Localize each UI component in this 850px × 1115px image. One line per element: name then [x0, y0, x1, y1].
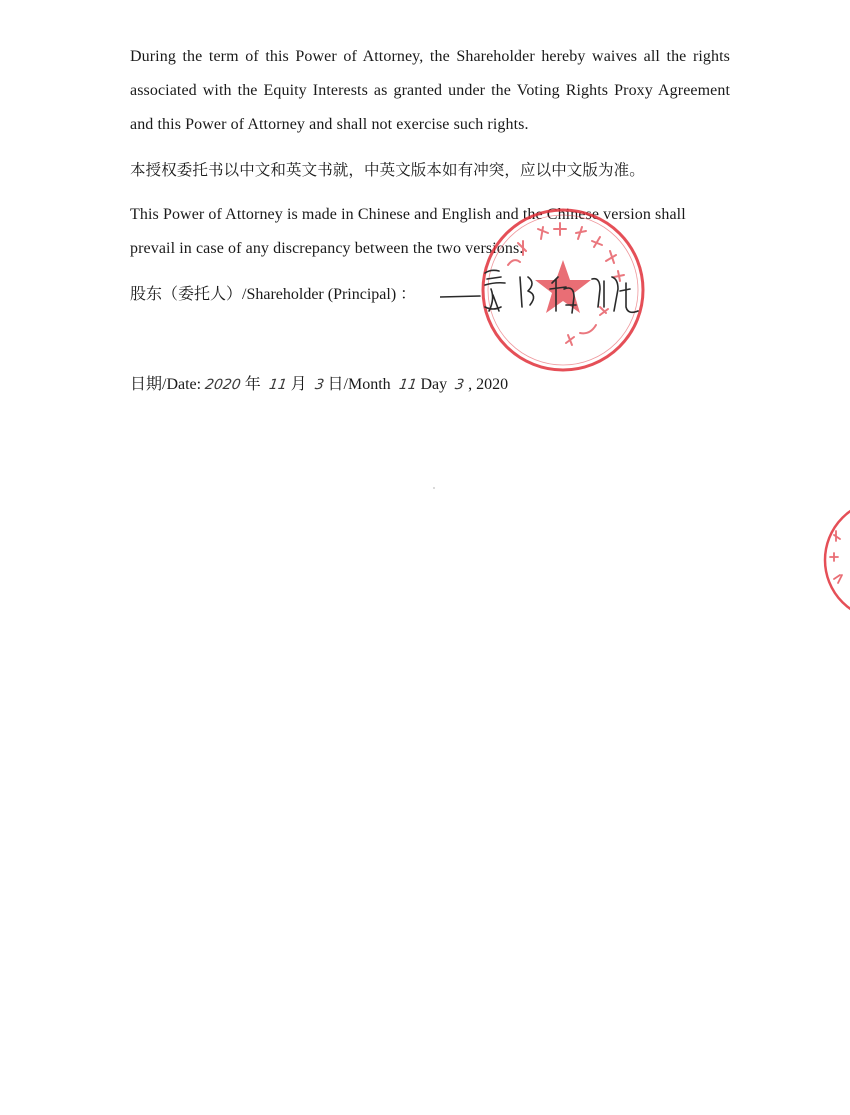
scan-speck: [433, 487, 435, 489]
partial-seal-icon: [820, 495, 850, 625]
english-language-clause: This Power of Attorney is made in Chinese and English and the Chinese version shall prevail in case of any discrepancy between the two versions.: [130, 206, 686, 257]
chinese-language-clause: 本授权委托书以中文和英文书就，中英文版本如有冲突，应以中文版为准。: [130, 161, 645, 179]
handwritten-signature: [440, 255, 670, 340]
date-label: 日期/Date:: [130, 376, 202, 393]
month-char: 月: [290, 376, 307, 393]
year-handwritten: 2020: [203, 377, 242, 393]
signature-label: 股东（委托人）/Shareholder (Principal) ：: [130, 286, 417, 303]
day-char: 日/Month: [327, 376, 391, 393]
day-label: Day: [420, 376, 448, 393]
year-suffix: , 2020: [468, 376, 509, 393]
month-handwritten: 11: [267, 377, 288, 393]
signature-line: [130, 280, 416, 310]
day-en-handwritten: 3: [454, 377, 466, 393]
month-en-handwritten: 11: [397, 377, 418, 393]
waiver-paragraph: During the term of this Power of Attorney, the Shareholder hereby waives all the rights associated with the Equity Interests as granted under the Voting Rights Proxy Agreement and this Power of Attorney and shall not exercise such rights.: [130, 48, 730, 133]
date-line: [130, 370, 508, 400]
day-handwritten: 3: [313, 377, 325, 393]
year-char: 年: [244, 376, 261, 393]
